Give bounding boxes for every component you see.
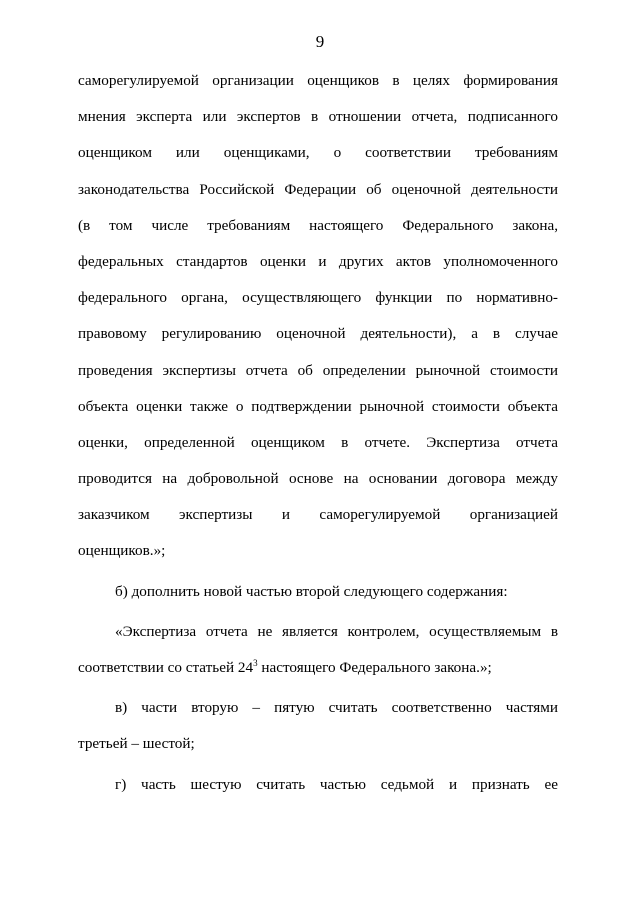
text-line: законодательства Российской Федерации об оценочной деятельности bbox=[78, 180, 558, 198]
text-fragment: соответствии со статьей 24 bbox=[78, 659, 254, 676]
paragraph-v bbox=[78, 690, 558, 762]
text-line: «Экспертиза отчета не является контролем, осуществляемым в bbox=[115, 622, 558, 640]
text-line: третьей – шестой; bbox=[78, 735, 195, 753]
text-line: оценки, определенной оценщиком в отчете. Экспертиза отчета bbox=[78, 433, 558, 451]
text-line: оценщиком или оценщиками, о соответствии требованиям bbox=[78, 144, 558, 162]
text-line-with-superscript bbox=[78, 650, 558, 686]
paragraph-quote bbox=[78, 614, 558, 686]
text-line: проводится на добровольной основе на основании договора между bbox=[78, 470, 558, 488]
text-line: мнения эксперта или экспертов в отношении отчета, подписанного bbox=[78, 108, 558, 126]
text-line: федеральных стандартов оценки и других актов уполномоченного bbox=[78, 252, 558, 270]
document-body bbox=[78, 63, 558, 803]
text-line: саморегулируемой организации оценщиков в целях формирования bbox=[78, 72, 558, 89]
paragraph-continuation bbox=[78, 63, 558, 570]
text-line: оценщиков.»; bbox=[78, 542, 166, 560]
text-line: объекта оценки также о подтверждении рыночной стоимости объекта bbox=[78, 397, 558, 415]
paragraph-b bbox=[78, 574, 558, 610]
text-line: б) дополнить новой частью второй следующего содержания: bbox=[115, 582, 508, 600]
text-line: правовому регулированию оценочной деятельности), а в случае bbox=[78, 325, 558, 343]
text-line: заказчиком экспертизы и саморегулируемой организацией bbox=[78, 506, 558, 524]
text-line: федерального органа, осуществляющего функции по нормативно- bbox=[78, 289, 558, 307]
page-number: 9 bbox=[315, 32, 325, 51]
text-line: г) часть шестую считать частью седьмой и признать ее bbox=[115, 775, 558, 793]
paragraph-g bbox=[78, 767, 558, 803]
text-line: проведения экспертизы отчета об определении рыночной стоимости bbox=[78, 361, 558, 379]
text-line: (в том числе требованиям настоящего Федерального закона, bbox=[78, 216, 558, 234]
article-superscript: 3 bbox=[253, 658, 258, 668]
text-line: в) части вторую – пятую считать соответственно частями bbox=[115, 699, 558, 717]
text-fragment: настоящего Федерального закона.»; bbox=[257, 659, 492, 676]
